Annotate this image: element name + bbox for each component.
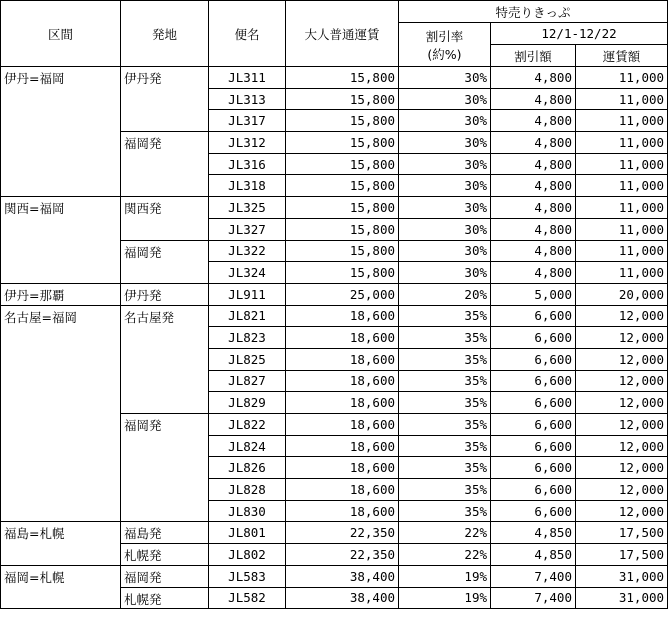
fare-cell: 12,000 bbox=[576, 348, 668, 370]
discount-amount-cell: 4,850 bbox=[491, 544, 576, 566]
fare-cell: 11,000 bbox=[576, 218, 668, 240]
flight-cell: JL801 bbox=[209, 522, 286, 544]
flight-cell: JL830 bbox=[209, 500, 286, 522]
discount-rate-cell: 30% bbox=[399, 67, 491, 89]
discount-amount-cell: 6,600 bbox=[491, 392, 576, 414]
table-row bbox=[1, 283, 668, 305]
discount-rate-cell: 30% bbox=[399, 197, 491, 219]
discount-amount-cell: 4,800 bbox=[491, 240, 576, 262]
header-discount-rate-unit: (約%) bbox=[427, 46, 462, 62]
header-origin: 発地 bbox=[121, 1, 209, 67]
table-row bbox=[1, 565, 668, 587]
section-cell: 福島=札幌 bbox=[1, 522, 121, 565]
discount-amount-cell: 4,800 bbox=[491, 132, 576, 154]
adult-fare-cell: 18,600 bbox=[286, 305, 399, 327]
flight-cell: JL582 bbox=[209, 587, 286, 609]
table-header bbox=[1, 1, 668, 67]
fare-cell: 11,000 bbox=[576, 110, 668, 132]
adult-fare-cell: 15,800 bbox=[286, 197, 399, 219]
discount-amount-cell: 6,600 bbox=[491, 327, 576, 349]
discount-amount-cell: 5,000 bbox=[491, 283, 576, 305]
adult-fare-cell: 15,800 bbox=[286, 88, 399, 110]
origin-cell: 伊丹発 bbox=[121, 283, 209, 305]
discount-amount-cell: 6,600 bbox=[491, 348, 576, 370]
section-cell: 関西=福岡 bbox=[1, 197, 121, 284]
flight-cell: JL313 bbox=[209, 88, 286, 110]
flight-cell: JL824 bbox=[209, 435, 286, 457]
fare-cell: 12,000 bbox=[576, 370, 668, 392]
discount-rate-cell: 35% bbox=[399, 479, 491, 501]
origin-cell: 福岡発 bbox=[121, 132, 209, 197]
fare-cell: 20,000 bbox=[576, 283, 668, 305]
flight-cell: JL829 bbox=[209, 392, 286, 414]
discount-rate-cell: 30% bbox=[399, 132, 491, 154]
adult-fare-cell: 18,600 bbox=[286, 414, 399, 436]
adult-fare-cell: 18,600 bbox=[286, 348, 399, 370]
discount-rate-cell: 30% bbox=[399, 218, 491, 240]
header-adult-fare: 大人普通運賃 bbox=[286, 1, 399, 67]
origin-cell: 札幌発 bbox=[121, 544, 209, 566]
section-cell: 伊丹=福岡 bbox=[1, 67, 121, 197]
flight-cell: JL827 bbox=[209, 370, 286, 392]
fare-cell: 31,000 bbox=[576, 565, 668, 587]
header-discount-amount: 割引額 bbox=[491, 45, 576, 67]
discount-rate-cell: 35% bbox=[399, 457, 491, 479]
flight-cell: JL826 bbox=[209, 457, 286, 479]
discount-rate-cell: 30% bbox=[399, 175, 491, 197]
flight-cell: JL324 bbox=[209, 262, 286, 284]
origin-cell: 伊丹発 bbox=[121, 67, 209, 132]
flight-cell: JL821 bbox=[209, 305, 286, 327]
adult-fare-cell: 15,800 bbox=[286, 218, 399, 240]
flight-cell: JL322 bbox=[209, 240, 286, 262]
fare-cell: 11,000 bbox=[576, 197, 668, 219]
discount-amount-cell: 4,800 bbox=[491, 262, 576, 284]
discount-amount-cell: 6,600 bbox=[491, 457, 576, 479]
origin-cell: 福岡発 bbox=[121, 414, 209, 522]
flight-cell: JL823 bbox=[209, 327, 286, 349]
header-special-group: 特売りきっぷ bbox=[399, 1, 668, 23]
flight-cell: JL828 bbox=[209, 479, 286, 501]
fare-cell: 17,500 bbox=[576, 544, 668, 566]
discount-amount-cell: 6,600 bbox=[491, 414, 576, 436]
flight-cell: JL316 bbox=[209, 153, 286, 175]
fare-cell: 11,000 bbox=[576, 67, 668, 89]
header-discount-rate bbox=[399, 23, 491, 67]
discount-amount-cell: 6,600 bbox=[491, 500, 576, 522]
fare-cell: 12,000 bbox=[576, 392, 668, 414]
adult-fare-cell: 25,000 bbox=[286, 283, 399, 305]
adult-fare-cell: 15,800 bbox=[286, 175, 399, 197]
table-row bbox=[1, 67, 668, 89]
discount-rate-cell: 35% bbox=[399, 435, 491, 457]
discount-rate-cell: 19% bbox=[399, 565, 491, 587]
adult-fare-cell: 18,600 bbox=[286, 370, 399, 392]
origin-cell: 福岡発 bbox=[121, 240, 209, 283]
discount-amount-cell: 4,800 bbox=[491, 110, 576, 132]
discount-amount-cell: 4,800 bbox=[491, 218, 576, 240]
fare-cell: 11,000 bbox=[576, 262, 668, 284]
discount-rate-cell: 22% bbox=[399, 522, 491, 544]
discount-amount-cell: 4,850 bbox=[491, 522, 576, 544]
discount-amount-cell: 6,600 bbox=[491, 435, 576, 457]
discount-rate-cell: 30% bbox=[399, 110, 491, 132]
adult-fare-cell: 18,600 bbox=[286, 500, 399, 522]
discount-amount-cell: 6,600 bbox=[491, 479, 576, 501]
adult-fare-cell: 18,600 bbox=[286, 435, 399, 457]
adult-fare-cell: 15,800 bbox=[286, 110, 399, 132]
discount-amount-cell: 4,800 bbox=[491, 67, 576, 89]
adult-fare-cell: 15,800 bbox=[286, 240, 399, 262]
fare-cell: 11,000 bbox=[576, 132, 668, 154]
flight-cell: JL325 bbox=[209, 197, 286, 219]
fare-cell: 12,000 bbox=[576, 500, 668, 522]
origin-cell: 関西発 bbox=[121, 197, 209, 240]
table-body bbox=[1, 67, 668, 609]
discount-rate-cell: 30% bbox=[399, 88, 491, 110]
discount-amount-cell: 4,800 bbox=[491, 175, 576, 197]
discount-amount-cell: 7,400 bbox=[491, 565, 576, 587]
adult-fare-cell: 18,600 bbox=[286, 392, 399, 414]
discount-rate-cell: 35% bbox=[399, 327, 491, 349]
fare-cell: 12,000 bbox=[576, 305, 668, 327]
header-fare: 運賃額 bbox=[576, 45, 668, 67]
discount-amount-cell: 7,400 bbox=[491, 587, 576, 609]
flight-cell: JL318 bbox=[209, 175, 286, 197]
section-cell: 伊丹=那覇 bbox=[1, 283, 121, 305]
discount-rate-cell: 22% bbox=[399, 544, 491, 566]
adult-fare-cell: 18,600 bbox=[286, 479, 399, 501]
header-section: 区間 bbox=[1, 1, 121, 67]
fare-cell: 12,000 bbox=[576, 479, 668, 501]
fare-cell: 11,000 bbox=[576, 153, 668, 175]
discount-rate-cell: 30% bbox=[399, 153, 491, 175]
adult-fare-cell: 38,400 bbox=[286, 587, 399, 609]
discount-rate-cell: 35% bbox=[399, 500, 491, 522]
fare-cell: 17,500 bbox=[576, 522, 668, 544]
adult-fare-cell: 38,400 bbox=[286, 565, 399, 587]
fare-cell: 11,000 bbox=[576, 240, 668, 262]
adult-fare-cell: 15,800 bbox=[286, 262, 399, 284]
discount-amount-cell: 4,800 bbox=[491, 88, 576, 110]
fare-cell: 12,000 bbox=[576, 435, 668, 457]
discount-amount-cell: 6,600 bbox=[491, 370, 576, 392]
discount-rate-cell: 35% bbox=[399, 414, 491, 436]
table-row bbox=[1, 197, 668, 219]
origin-cell: 福岡発 bbox=[121, 565, 209, 587]
section-cell: 名古屋=福岡 bbox=[1, 305, 121, 522]
flight-cell: JL825 bbox=[209, 348, 286, 370]
section-cell: 福岡=札幌 bbox=[1, 565, 121, 608]
discount-rate-cell: 19% bbox=[399, 587, 491, 609]
discount-amount-cell: 6,600 bbox=[491, 305, 576, 327]
origin-cell: 札幌発 bbox=[121, 587, 209, 609]
adult-fare-cell: 15,800 bbox=[286, 132, 399, 154]
adult-fare-cell: 18,600 bbox=[286, 327, 399, 349]
flight-cell: JL583 bbox=[209, 565, 286, 587]
table-row bbox=[1, 522, 668, 544]
fare-cell: 11,000 bbox=[576, 175, 668, 197]
discount-rate-cell: 35% bbox=[399, 370, 491, 392]
discount-rate-cell: 30% bbox=[399, 262, 491, 284]
flight-cell: JL327 bbox=[209, 218, 286, 240]
adult-fare-cell: 15,800 bbox=[286, 67, 399, 89]
table-row bbox=[1, 305, 668, 327]
fare-cell: 31,000 bbox=[576, 587, 668, 609]
adult-fare-cell: 15,800 bbox=[286, 153, 399, 175]
discount-amount-cell: 4,800 bbox=[491, 197, 576, 219]
flight-cell: JL802 bbox=[209, 544, 286, 566]
flight-cell: JL311 bbox=[209, 67, 286, 89]
fare-cell: 12,000 bbox=[576, 457, 668, 479]
discount-rate-cell: 35% bbox=[399, 392, 491, 414]
fare-cell: 12,000 bbox=[576, 327, 668, 349]
adult-fare-cell: 18,600 bbox=[286, 457, 399, 479]
flight-cell: JL317 bbox=[209, 110, 286, 132]
fare-cell: 12,000 bbox=[576, 414, 668, 436]
discount-rate-cell: 20% bbox=[399, 283, 491, 305]
discount-rate-cell: 35% bbox=[399, 305, 491, 327]
discount-rate-cell: 35% bbox=[399, 348, 491, 370]
discount-rate-cell: 30% bbox=[399, 240, 491, 262]
fare-cell: 11,000 bbox=[576, 88, 668, 110]
header-discount-rate-label: 割引率 bbox=[425, 28, 464, 44]
flight-cell: JL911 bbox=[209, 283, 286, 305]
flight-cell: JL312 bbox=[209, 132, 286, 154]
discount-amount-cell: 4,800 bbox=[491, 153, 576, 175]
adult-fare-cell: 22,350 bbox=[286, 522, 399, 544]
flight-cell: JL822 bbox=[209, 414, 286, 436]
origin-cell: 名古屋発 bbox=[121, 305, 209, 413]
header-period: 12/1-12/22 bbox=[491, 23, 668, 45]
header-flight: 便名 bbox=[209, 1, 286, 67]
adult-fare-cell: 22,350 bbox=[286, 544, 399, 566]
origin-cell: 福島発 bbox=[121, 522, 209, 544]
